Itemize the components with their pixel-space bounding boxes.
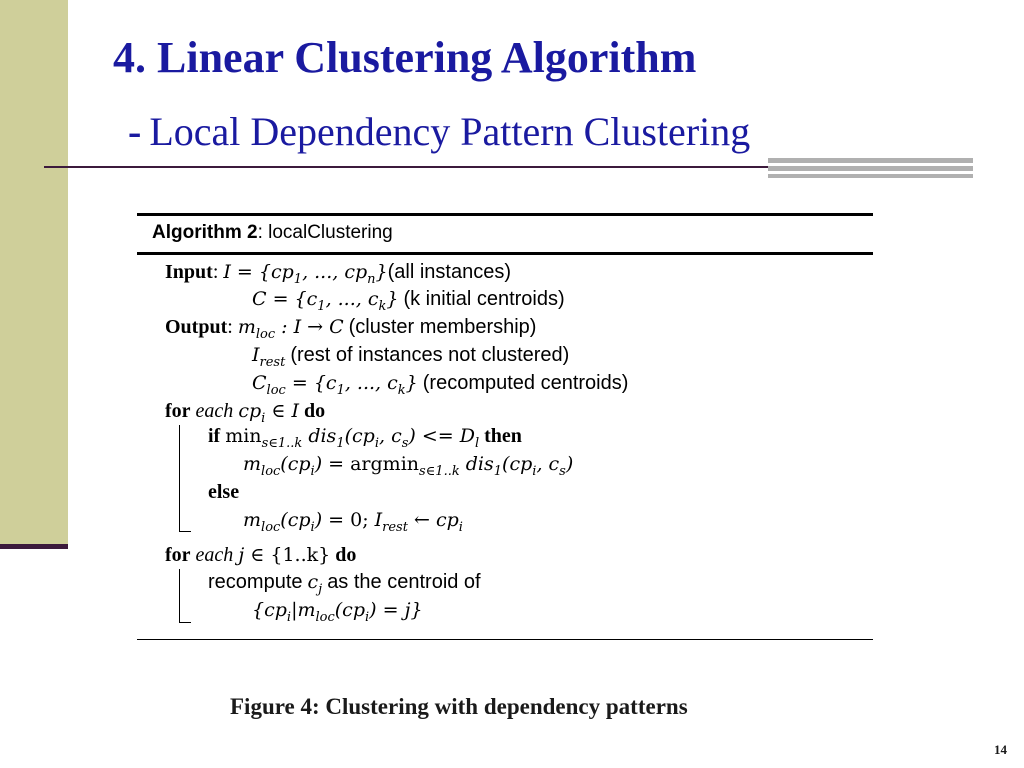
input-note: (all instances) <box>387 261 512 283</box>
centroid-set-formula: $\{cp_i|m_{loc}(cp_i) = j\}$ <box>252 599 423 625</box>
for-loop-2: for each j ∈ {1..k} do <box>165 544 357 566</box>
output-centroids-line <box>252 371 629 398</box>
centroid-set-line <box>252 598 423 625</box>
input-keyword: Input <box>165 261 213 283</box>
output-line: Output: $m_{loc}$ : I → C (cluster membership) <box>165 316 537 342</box>
assign-argmin-line <box>243 452 574 479</box>
loop-1-bracket <box>179 425 180 531</box>
algorithm-top-rule <box>137 213 873 216</box>
output-rest-line <box>252 343 570 370</box>
for-loop-1: for each $cp_i$ ∈ I do <box>165 400 326 426</box>
rest-formula: $I_{rest}$ <box>252 344 286 370</box>
slide-title: 4. Linear Clustering Algorithm <box>113 33 697 82</box>
figure-caption: Figure 4: Clustering with dependency patterns <box>230 694 688 719</box>
recomputed-note: (recomputed centroids) <box>422 372 629 394</box>
algorithm-name: : localClustering <box>257 222 393 243</box>
if-line: if $\min_{s\in 1..k} dis_1(cp_i$, $c_s) <= D_l$ then <box>208 425 522 451</box>
title-bar-decoration <box>768 158 973 178</box>
loop-2-bracket <box>179 569 180 622</box>
loop-1-bracket-foot <box>179 531 191 532</box>
input-centroids-line <box>252 287 565 314</box>
page-number: 14 <box>994 742 1007 757</box>
rest-note: (rest of instances not clustered) <box>290 344 570 366</box>
subtitle-text: Local Dependency Pattern Clustering <box>149 109 751 154</box>
recompute-line: recompute $c_j$ as the centroid of <box>208 571 481 597</box>
sidebar-edge <box>0 544 68 549</box>
if-condition: $\min_{s\in 1..k} dis_1(cp_i$, $c_s) <= D_l$ <box>225 425 480 451</box>
algorithm-header-rule <box>137 252 873 255</box>
centroids-note: (k initial centroids) <box>403 288 565 310</box>
membership-formula: $m_{loc}$ : I → C <box>237 316 344 342</box>
rest-assign-formula: $m_{loc}(cp_i) = 0$; $I_{rest}$ ← $cp_i$ <box>243 509 463 535</box>
else-line: else <box>208 481 240 503</box>
loop-2-bracket-foot <box>179 622 191 623</box>
assign-rest-line <box>243 508 463 535</box>
input-line: Input: $I = \{cp_1$, ..., $cp_n\}(all$ instances) <box>165 261 512 287</box>
algorithm-bottom-rule <box>137 639 873 640</box>
membership-note: (cluster membership) <box>348 316 537 338</box>
recomputed-formula: $C_{loc} = \{c_1$, ..., $c_k$} <box>252 372 418 398</box>
algorithm-header <box>152 222 393 244</box>
sidebar-decoration <box>0 0 68 547</box>
title-rule <box>44 166 774 168</box>
subtitle-dash: - <box>128 109 142 154</box>
output-keyword: Output <box>165 316 228 338</box>
argmin-formula: $m_{loc}(cp_i) = argmin_{s\in 1..k}$ $dis_1(cp_i$, $c_s$) <box>243 453 574 479</box>
input-formula: $I = \{cp_1$, ..., $cp_n$} <box>223 261 388 287</box>
slide-subtitle <box>128 110 750 154</box>
centroids-formula: $C = \{c_1$, ..., $c_k$} <box>252 288 399 314</box>
algorithm-label: Algorithm 2 <box>152 222 258 243</box>
